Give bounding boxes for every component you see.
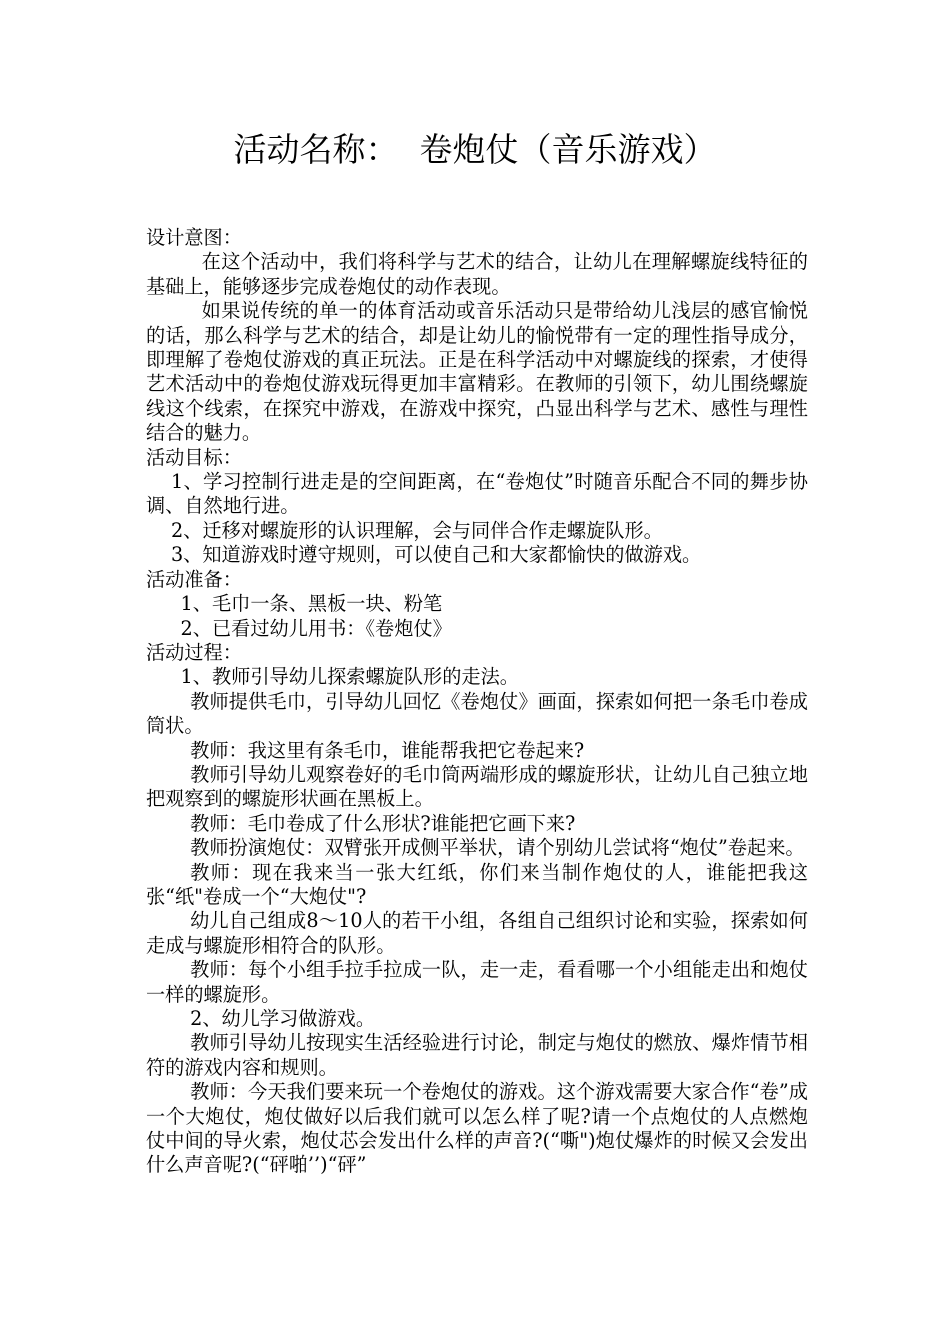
paragraph: 教师：毛巾卷成了什么形状?谁能把它画下来? <box>190 811 576 835</box>
paragraph: 活动过程： <box>146 640 242 664</box>
paragraph: 教师：我这里有条毛巾，谁能帮我把它卷起来? <box>190 738 585 762</box>
paragraph: 设计意图： <box>146 226 242 249</box>
paragraph: 2、迁移对螺旋形的认识理解，会与同伴合作走螺旋队形。 <box>170 518 663 542</box>
paragraph: 教师：现在我来当一张大红纸，你们来当制作炮仗的人，谁能把我这张“纸"卷成一个“大炮仗"? <box>146 860 808 908</box>
paragraph: 活动目标： <box>146 445 242 469</box>
document-body <box>146 226 808 1178</box>
paragraph: 1、教师引导幼儿探索螺旋队形的走法。 <box>180 665 519 689</box>
paragraph: 教师提供毛巾，引导幼儿回忆《卷炮仗》画面，探索如何把一条毛巾卷成筒状。 <box>146 689 808 738</box>
paragraph: 教师：每个小组手拉手拉成一队，走一走，看看哪一个小组能走出和炮仗一样的螺旋形。 <box>146 958 808 1006</box>
paragraph: 1、毛巾一条、黑板一块、粉笔 <box>180 592 443 616</box>
paragraph: 3、知道游戏时遵守规则，可以使自己和大家都愉快的做游戏。 <box>170 543 702 567</box>
paragraph: 如果说传统的单一的体育活动或音乐活动只是带给幼儿浅层的感官愉悦的话，那么科学与艺术的结合，却是让幼儿的愉悦带有一定的理性指导成分，即理解了卷炮仗游戏的真正玩法。正是在科学活动中对螺旋线的探索，才使得艺术活动中的卷炮仗游戏玩得更加丰富精彩。在教师的引领下，幼儿围绕螺旋线这个线索，在探究中游戏，在游戏中探究，凸显出科学与艺术、感性与理性结合的魅力。 <box>146 299 808 445</box>
paragraph: 活动准备： <box>146 567 242 591</box>
paragraph: 教师引导幼儿按现实生活经验进行讨论，制定与炮仗的燃放、爆炸情节相符的游戏内容和规则。 <box>146 1031 808 1079</box>
paragraph: 在这个活动中，我们将科学与艺术的结合，让幼儿在理解螺旋线特征的基础上，能够逐步完成卷炮仗的动作表现。 <box>146 250 808 298</box>
paragraph: 2、已看过幼儿用书：《卷炮仗》 <box>180 616 452 640</box>
paragraph: 2、幼儿学习做游戏。 <box>190 1007 376 1030</box>
paragraph: 教师引导幼儿观察卷好的毛巾筒两端形成的螺旋形状，让幼儿自己独立地把观察到的螺旋形状画在黑板上。 <box>146 762 808 811</box>
paragraph: 教师扮演炮仗：双臂张开成侧平举状，请个别幼儿尝试将“炮仗”卷起来。 <box>190 836 805 860</box>
page-title: 活动名称： 卷炮仗（音乐游戏） <box>233 130 717 169</box>
paragraph: 幼儿自己组成8～10人的若干小组，各组自己组织讨论和实验，探索如何走成与螺旋形相符合的队形。 <box>146 909 808 957</box>
paragraph: 1、学习控制行进走是的空间距离，在“卷炮仗”时随音乐配合不同的舞步协调、自然地行进。 <box>146 470 808 518</box>
paragraph: 教师：今天我们要来玩一个卷炮仗的游戏。这个游戏需要大家合作“卷”成一个大炮仗，炮仗做好以后我们就可以怎么样了呢?请一个点炮仗的人点燃炮仗中间的导火索，炮仗芯会发出什么样的声音?(“嘶")炮仗爆炸的时候又会发出什么声音呢?(“砰啪’’)“砰” <box>146 1080 808 1177</box>
